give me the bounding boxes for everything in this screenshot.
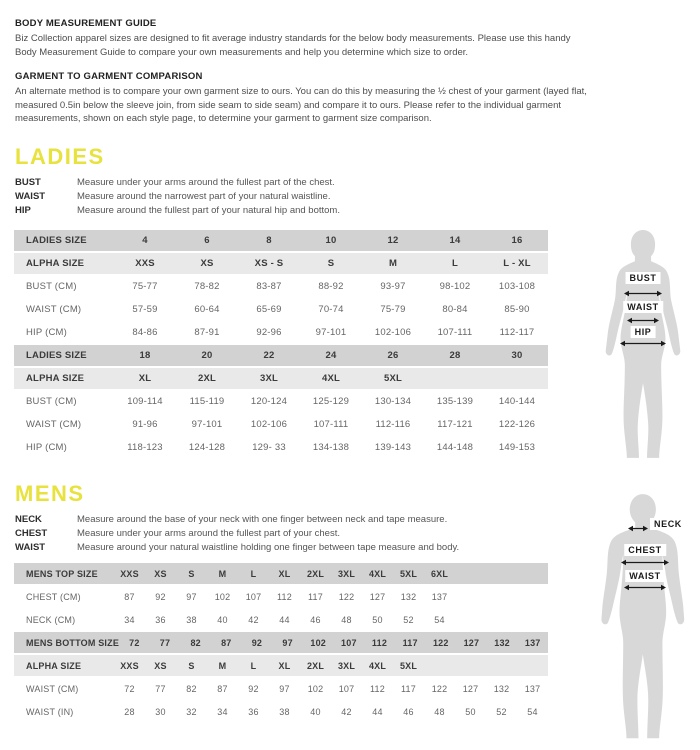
table-cell: 42 [341,706,352,717]
table-cell: 129- 33 [252,442,286,453]
table-cell: 87 [217,683,228,694]
table-cell: 120-124 [250,396,288,407]
table-cell: 50 [465,706,476,717]
table-cell: 42 [248,614,259,625]
table-cell: 137 [524,683,541,694]
bust-label: BUST [626,272,661,284]
definition-text: Measure under your arms around the fullest part of your chest. [77,528,340,539]
definition-row [15,541,575,555]
table-cell: 14 [449,235,461,246]
definition-row [15,513,575,527]
ladies-heading: LADIES [15,144,105,169]
table-row [14,609,548,630]
table-cell: 52 [403,614,414,625]
table-cell: L [250,660,257,671]
table-cell: 28 [449,350,461,361]
table-cell: 3XL [259,373,279,384]
table-cell: 102 [310,637,327,648]
table-cell: M [218,568,227,579]
table-cell: 132 [494,637,510,648]
definition-text: Measure under your arms around the fullest part of the chest. [77,177,335,188]
table-cell: 112-117 [499,327,535,338]
table-cell: 91-96 [132,419,158,430]
definition-row [15,204,575,218]
table-cell: 16 [511,235,523,246]
table-cell: 52 [496,706,507,717]
row-label: ALPHA SIZE [26,258,85,269]
neck-measure-arrow-icon [628,525,648,532]
table-cell: 140-144 [498,396,536,407]
table-cell: 124-128 [188,442,226,453]
definition-row [15,527,575,541]
definition-text: Measure around the narrowest part of your natural waistline. [77,191,331,202]
table-cell: 5XL [399,568,418,579]
table-row [14,391,548,412]
table-cell: 77 [159,637,171,648]
mens-figure [590,492,700,748]
table-cell: XL [278,568,291,579]
table-cell: 97 [279,683,290,694]
table-cell: 87 [124,591,135,602]
table-cell: 36 [155,614,166,625]
table-cell: 112 [277,591,292,602]
row-label: NECK (CM) [26,614,76,625]
bust-measure-arrow-icon [624,290,662,297]
table-cell: 137 [524,637,541,648]
row-label: ALPHA SIZE [26,660,82,671]
chest-measure-arrow-icon [621,559,669,566]
table-cell: 109-114 [127,396,163,407]
table-cell: 38 [186,614,197,625]
table-cell: 70-74 [318,304,344,315]
definition-text: Measure around your natural waistline holding one finger between tape measure and body. [77,542,460,553]
table-cell: 30 [511,350,523,361]
table-cell: 117 [402,637,418,648]
table-cell: 85-90 [504,304,530,315]
table-row [14,437,548,458]
table-row [14,563,548,584]
table-cell: 75-79 [380,304,406,315]
table-cell: 4XL [368,660,387,671]
table-cell: 36 [248,706,259,717]
table-cell: 46 [310,614,321,625]
table-cell: 44 [279,614,290,625]
intro-title: BODY MEASUREMENT GUIDE [15,18,157,29]
table-cell: 48 [341,614,352,625]
ladies-definitions [15,176,575,218]
table-cell: 34 [124,614,135,625]
table-cell: S [188,568,195,579]
table-cell: 102 [307,683,324,694]
table-row [14,632,548,653]
table-cell: 54 [527,706,538,717]
table-cell: 34 [217,706,228,717]
table-cell: 130-134 [374,396,412,407]
table-cell: XL [278,660,291,671]
table-cell: 88-92 [318,281,344,292]
table-row [14,678,548,699]
table-row [14,322,548,343]
table-cell: 10 [325,235,337,246]
table-cell: 102-106 [374,327,412,338]
table-row [14,368,548,389]
table-cell: 30 [155,706,166,717]
row-label: WAIST (CM) [26,419,82,430]
table-cell: 107 [338,683,355,694]
row-label: BUST (CM) [26,281,77,292]
row-label: WAIST (IN) [26,706,74,717]
table-row [14,253,548,274]
table-cell: 97 [282,637,293,648]
table-cell: 97-101 [315,327,347,338]
table-cell: 98-102 [439,281,471,292]
ladies-silhouette-icon [590,228,696,470]
table-cell: 5XL [399,660,418,671]
table-cell: 3XL [337,568,356,579]
table-cell: 50 [372,614,383,625]
row-label: LADIES SIZE [26,350,87,361]
table-cell: 72 [124,683,135,694]
table-cell: 97 [186,591,197,602]
table-row [14,299,548,320]
table-cell: 57-59 [132,304,158,315]
table-cell: XS [154,660,167,671]
table-cell: 44 [372,706,383,717]
comparison-title: GARMENT TO GARMENT COMPARISON [15,71,203,82]
table-cell: 107-111 [313,419,349,430]
waist-measure-arrow-icon [624,584,666,591]
table-row [14,701,548,722]
row-label: WAIST (CM) [26,304,82,315]
table-cell: 118-123 [127,442,163,453]
table-cell: 84-86 [132,327,158,338]
table-row [14,414,548,435]
table-cell: 46 [403,706,414,717]
table-cell: 92-96 [256,327,282,338]
intro-section [15,18,590,59]
table-cell: 77 [155,683,166,694]
table-cell: 20 [201,350,213,361]
mens-heading: MENS [15,481,85,506]
comparison-body: An alternate method is to compare your own garment size to ours. You can do this by measuring the ½ chest of your garment (layed flat, measured 0.5in below the sleeve join, from side seam to side seam) and compare it to ours. Please refer to the individual garment measurements, shown on each style page, to determine your garment to garment size comparison. [15,86,587,124]
ladies-figure [590,228,696,470]
table-cell: 112-116 [375,419,411,430]
table-cell: 54 [434,614,445,625]
table-cell: 3XL [337,660,356,671]
table-cell: 2XL [306,568,325,579]
table-cell: 112 [370,683,385,694]
table-cell: 132 [400,591,417,602]
definition-term: CHEST [15,528,48,539]
waist-label: WAIST [625,570,665,582]
intro-body: Biz Collection apparel sizes are designed to fit average industry standards for the below body measurements. Please use this handy Body Measurement Guide to compare your own measurements and help you determine which size to order. [15,33,571,58]
table-cell: 125-129 [312,396,350,407]
table-cell: 4XL [368,568,387,579]
table-cell: 78-82 [194,281,220,292]
table-cell: 6XL [430,568,449,579]
table-cell: 132 [493,683,510,694]
definition-term: BUST [15,177,41,188]
table-cell: 122 [338,591,355,602]
table-cell: 112 [371,637,388,648]
table-cell: S [188,660,195,671]
table-cell: 40 [310,706,321,717]
table-cell: 139-143 [374,442,412,453]
table-cell: 137 [431,591,448,602]
table-cell: 93-97 [380,281,406,292]
table-cell: 4 [142,235,148,246]
waist-label: WAIST [623,301,663,313]
table-cell: 60-64 [194,304,220,315]
ladies-size-table-2 [14,345,548,460]
table-cell: XXS [135,258,155,269]
table-cell: 87 [221,637,232,648]
table-row [14,276,548,297]
definition-term: HIP [15,205,31,216]
table-cell: 149-153 [498,442,536,453]
table-cell: XL [138,373,152,384]
row-label: HIP (CM) [26,442,68,453]
table-cell: 5XL [383,373,403,384]
table-cell: XXS [120,660,139,671]
table-row [14,230,548,251]
chest-label: CHEST [624,544,666,556]
table-cell: 117 [308,591,323,602]
table-cell: 127 [462,683,479,694]
row-label: ALPHA SIZE [26,373,85,384]
table-cell: 135-139 [436,396,474,407]
table-cell: 92 [155,591,166,602]
definition-text: Measure around the base of your neck with one finger between neck and tape measure. [77,514,448,525]
table-cell: 122 [431,683,448,694]
table-cell: 122-126 [498,419,536,430]
table-cell: 75-77 [132,281,158,292]
table-cell: 107 [245,591,262,602]
row-label: WAIST (CM) [26,683,79,694]
definition-term: WAIST [15,191,46,202]
table-cell: XS - S [254,258,284,269]
neck-label: NECK [650,518,686,530]
table-cell: 28 [124,706,135,717]
table-cell: 65-69 [256,304,282,315]
table-cell: 103-108 [498,281,536,292]
table-row [14,345,548,366]
row-label: BUST (CM) [26,396,77,407]
table-cell: L [250,568,257,579]
table-cell: 40 [217,614,228,625]
table-cell: 115-119 [189,396,225,407]
table-cell: 26 [387,350,399,361]
table-cell: 82 [190,637,201,648]
mens-definitions [15,513,575,555]
row-label: MENS TOP SIZE [26,568,98,579]
table-cell: M [388,258,398,269]
table-cell: 4XL [321,373,341,384]
table-cell: 2XL [197,373,217,384]
table-cell: 117 [401,683,416,694]
table-cell: 122 [432,637,449,648]
table-cell: 80-84 [442,304,468,315]
definition-text: Measure around the fullest part of your natural hip and bottom. [77,205,340,216]
table-cell: 107-111 [437,327,473,338]
definition-term: WAIST [15,542,46,553]
table-cell: 97-101 [191,419,223,430]
table-cell: XS [200,258,214,269]
table-cell: 102-106 [250,419,288,430]
table-cell: S [327,258,335,269]
table-cell: 92 [248,683,259,694]
table-cell: 12 [387,235,399,246]
table-cell: 134-138 [312,442,350,453]
table-cell: 144-148 [436,442,474,453]
hip-label: HIP [631,326,656,338]
waist-measure-arrow-icon [627,317,659,324]
mens-size-table [14,563,548,724]
table-cell: L - XL [503,258,531,269]
definition-row [15,176,575,190]
table-cell: XS [154,568,167,579]
table-cell: M [218,660,227,671]
table-cell: 6 [204,235,210,246]
hip-measure-arrow-icon [620,340,666,347]
table-cell: 2XL [306,660,325,671]
table-cell: 102 [214,591,231,602]
table-cell: 38 [279,706,290,717]
table-cell: 22 [263,350,275,361]
table-cell: 87-91 [194,327,220,338]
table-row [14,586,548,607]
table-cell: 72 [129,637,140,648]
table-row [14,655,548,676]
row-label: CHEST (CM) [26,591,81,602]
table-cell: 127 [463,637,480,648]
table-cell: 82 [186,683,197,694]
ladies-size-table-1 [14,230,548,345]
comparison-section [15,71,590,126]
row-label: MENS BOTTOM SIZE [26,637,120,648]
table-cell: 127 [369,591,386,602]
table-cell: 107 [341,637,357,648]
table-cell: 48 [434,706,445,717]
table-cell: 18 [139,350,151,361]
table-cell: L [451,258,458,269]
definition-row [15,190,575,204]
table-cell: 83-87 [256,281,282,292]
table-cell: 24 [325,350,337,361]
table-cell: 117-121 [437,419,473,430]
table-cell: 92 [251,637,263,648]
table-cell: XXS [120,568,139,579]
table-cell: 32 [186,706,197,717]
row-label: LADIES SIZE [26,235,87,246]
row-label: HIP (CM) [26,327,68,338]
definition-term: NECK [15,514,42,525]
table-cell: 8 [266,235,272,246]
